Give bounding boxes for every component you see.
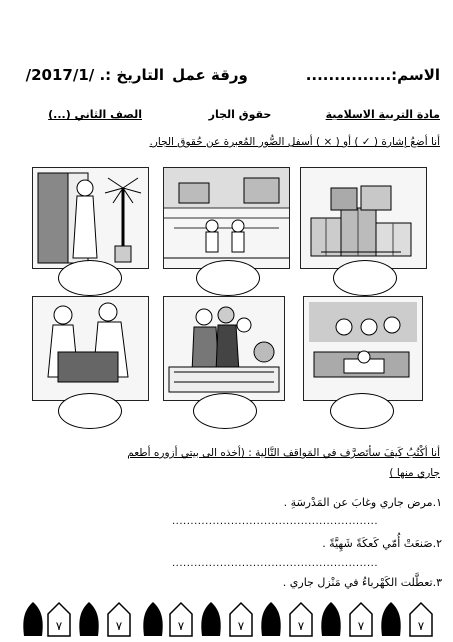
subject-label: مادة التربية الاسلامية — [325, 108, 440, 121]
question-2: ٢.صَنعَتْ أُمّي كَعكَةً شَهِيَّةً . — [322, 537, 442, 550]
footer-house-icon — [46, 600, 72, 638]
neighbor-door-icon — [33, 168, 148, 268]
answer-oval-2[interactable] — [196, 260, 260, 296]
footer-house-icon — [198, 600, 224, 638]
footer-house-icon — [106, 600, 132, 638]
footer-house-icon — [20, 600, 46, 638]
topic-label: حقوق الجار — [208, 108, 272, 121]
footer-house-icon — [140, 600, 166, 638]
helping-carry-icon — [33, 297, 148, 400]
svg-text:٧: ٧ — [115, 619, 123, 633]
svg-text:٧: ٧ — [55, 619, 63, 633]
sick-neighbor-icon — [304, 297, 422, 400]
footer-house-icon — [168, 600, 194, 638]
instruction-first: أنا أضعُ إشارة ( ✓ ) أو ( × ) أسفل الصُّور المُعبرة عن حُقوق الجار. — [149, 136, 440, 148]
footer-house-icon — [258, 600, 284, 638]
grade-label: الصف الثاني (...) — [48, 108, 142, 121]
picture-door — [32, 167, 149, 269]
instruction-second-line2: جاري منها ) — [389, 467, 440, 479]
answer-oval-1[interactable] — [333, 260, 397, 296]
answer-line-1[interactable]: ........................................................ — [172, 516, 379, 527]
worksheet-title: ورقة عمل — [172, 66, 248, 84]
svg-text:٧: ٧ — [297, 619, 305, 633]
question-3: ٣.تعطَّلت الكَهْرباءُ في مَنْزل جاري . — [282, 576, 442, 589]
gifts-icon — [301, 168, 426, 268]
question-1: ١.مرض جاري وغابَ عن المَدْرسَةِ . — [283, 496, 442, 509]
name-label: الاسم:............... — [305, 66, 440, 84]
answer-oval-4[interactable] — [330, 393, 394, 429]
answer-line-2[interactable]: ........................................................ — [172, 558, 379, 569]
answer-oval-6[interactable] — [58, 393, 122, 429]
footer-house-icon — [76, 600, 102, 638]
footer-house-icon — [378, 600, 404, 638]
svg-text:٧: ٧ — [357, 619, 365, 633]
footer-house-icon — [228, 600, 254, 638]
answer-oval-5[interactable] — [193, 393, 257, 429]
sidewalk-cleaning-icon — [164, 168, 289, 268]
date-label: التاريخ :. /2017/1/ — [25, 66, 164, 84]
footer-house-icon — [408, 600, 434, 638]
footer-house-icon — [288, 600, 314, 638]
footer-house-icon — [318, 600, 344, 638]
picture-family — [163, 296, 285, 401]
footer-house-icon — [348, 600, 374, 638]
picture-sick — [303, 296, 423, 401]
picture-gifts — [300, 167, 427, 269]
svg-text:٧: ٧ — [237, 619, 245, 633]
instruction-second-line1: أنا أكْتُبُ كَيفَ سأتَصرَّف في المَواقف التَّالية : (أخذه الى بيتي أزوره أطعم — [127, 447, 440, 459]
answer-oval-3[interactable] — [58, 260, 122, 296]
svg-text:٧: ٧ — [177, 619, 185, 633]
picture-helping — [32, 296, 149, 401]
svg-text:٧: ٧ — [417, 619, 425, 633]
picture-street — [163, 167, 290, 269]
family-visit-icon — [164, 297, 284, 400]
